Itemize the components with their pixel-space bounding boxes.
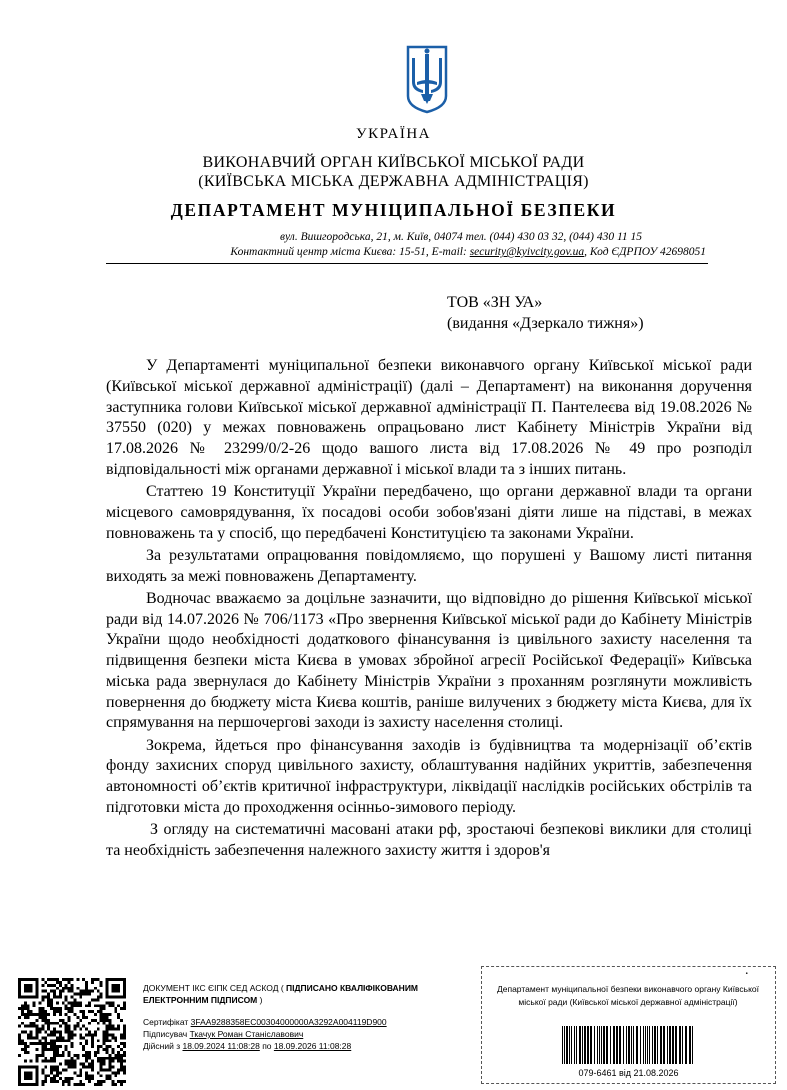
- paragraph: За результатами опрацювання повідомляємо, що порушені у Вашому листі питання виходять за межі повноважень Департаменту.: [106, 546, 752, 585]
- trident-icon: [405, 44, 449, 114]
- page-marker: .: [745, 963, 749, 978]
- registration-number: 079-6461 від 21.08.2026: [578, 1068, 679, 1078]
- organization-name: ВИКОНАВЧИЙ ОРГАН КИЇВСЬКОЇ МІСЬКОЇ РАДИ: [202, 154, 585, 171]
- organization-alt-name: (КИЇВСЬКА МІСЬКА ДЕРЖАВНА АДМІНІСТРАЦІЯ): [198, 173, 589, 190]
- recipient-note: (видання «Дзеркало тижня»): [447, 315, 644, 332]
- recipient-block: [447, 292, 644, 334]
- validity-line: Дійсний з 18.09.2024 11:08:28 по 18.09.2026 11:08:28: [143, 1041, 352, 1051]
- paragraph: Статтею 19 Конституції України передбачено, що органи державної влади та органи місцевого самоврядування, їх посадові особи зобов'язані діяти лише на підставі, в межах повноважень та у спосіб, що передбачені Конституцією та законами України.: [106, 483, 752, 542]
- qr-code: [18, 978, 126, 1086]
- registration-org: Департамент муніципальної безпеки виконавчого органу Київської міської ради (Київської міської державної адміністрації): [496, 984, 759, 1007]
- paragraph: У Департаменті муніципальної безпеки виконавчого органу Київської міської ради (Київської міської державної адміністрації) (далі – Департамент) на виконання доручення заступника голови Київської міської державної адміністрації П. Пантелеєва від 19.08.2026 № 37550 (020) у межах повноважень опрацьовано лист Кабінету Міністрів України від 17.08.2026 № 23299/0/2-26 щодо вашого листа від 17.08.2026 № 49 про розподіл відповідальності між органами державної і міської влади та з інших питань.: [106, 357, 752, 478]
- signer-line: Підписувач Ткачук Роман Станіславович: [143, 1029, 304, 1039]
- email-link[interactable]: security@kyivcity.gov.ua: [469, 246, 585, 258]
- signature-stamp: [143, 982, 463, 1052]
- paragraph: Водночас вважаємо за доцільне зазначити, що відповідно до рішення Київської міської ради від 14.07.2026 № 706/1173 «Про звернення Київської міської ради до Кабінету Міністрів України щодо необхідності додаткового фінансування із цивільного захисту населення та підвищення безпеки міста Києва в умовах збройної агресії Російської Федерації» Київська міська рада звернулася до Кабінету Міністрів України з проханням розглянути можливість повернення до бюджету міста Києва коштів, раніше вилучених з бюджету міста Києва, для їх спрямування на першочергові заходи із захисту населення столиці.: [106, 589, 752, 732]
- letter-body: [106, 356, 752, 863]
- barcode: [562, 1026, 695, 1064]
- recipient-name: ТОВ «ЗН УА»: [447, 294, 543, 311]
- paragraph: З огляду на систематичні масовані атаки рф, зростаючі безпекові виклики для столиці та необхідність забезпечення належного захисту життя і здоров'я: [106, 821, 752, 859]
- department-name: ДЕПАРТАМЕНТ МУНІЦИПАЛЬНОЇ БЕЗПЕКИ: [170, 200, 617, 220]
- paragraph: Зокрема, йдеться про фінансування заходів із будівництва та модернізації об’єктів фонду захисних споруд цивільного захисту, облаштування надійних укриттів, забезпечення автономності об’єктів критичної інфраструктури, ліквідації наслідків російських обстрілів та підготовки міста до проходження осінньо-зимового періоду.: [106, 736, 752, 816]
- signature-title: ДОКУМЕНТ ІКС ЄІПК СЕД АСКОД ( ПІДПИСАНО КВАЛІФІКОВАНИМ ЕЛЕКТРОННИМ ПІДПИСОМ ): [143, 983, 419, 1005]
- contact-line: Контактний центр міста Києва: 15-51, E-mail: security@kyivcity.gov.ua, Код ЄДРПОУ 42698051: [230, 246, 706, 258]
- header-divider: [106, 263, 708, 264]
- address-line: вул. Вишгородська, 21, м. Київ, 04074 тел. (044) 430 03 32, (044) 430 11 15: [280, 231, 642, 243]
- certificate-line: Сертифікат 3FAA9288358EC00304000000A3292A004119D900: [143, 1017, 387, 1027]
- country-name: УКРАЇНА: [355, 126, 432, 142]
